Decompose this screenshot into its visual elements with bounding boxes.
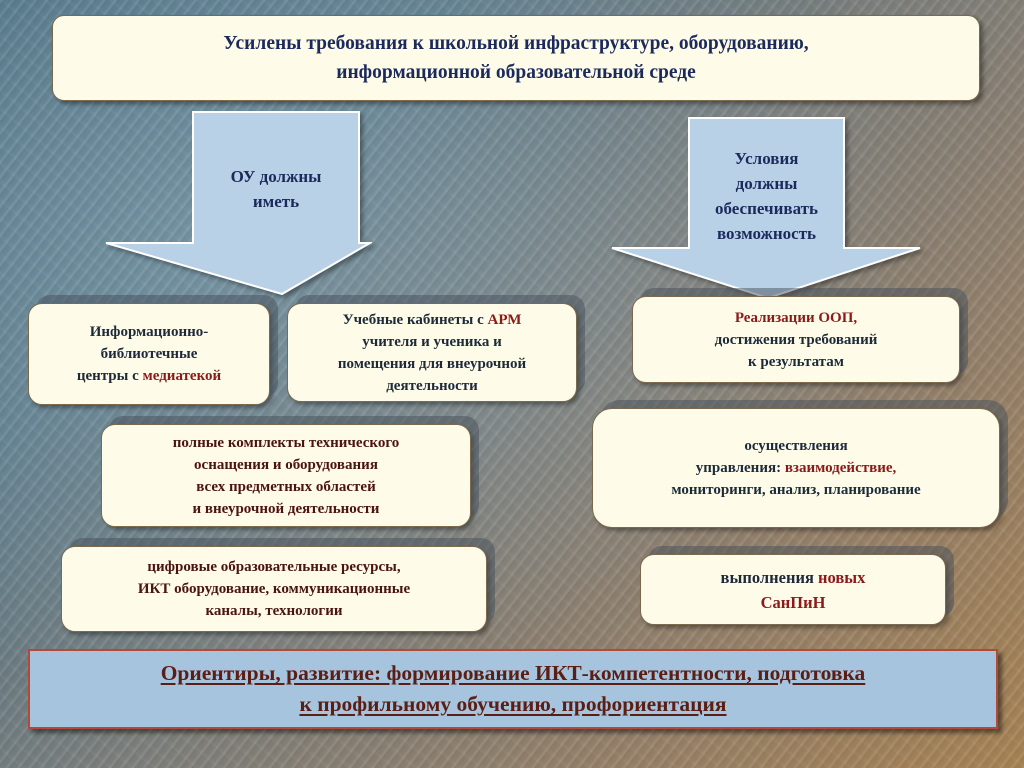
right-arrow-line-1: Условия [734,149,799,168]
left-arrow-line-2: иметь [252,192,300,211]
library-line-3-prefix: центры с [76,368,143,384]
right-arrow-label [689,146,844,246]
management-line-2-accent: взаимодействие, [784,460,897,476]
footer-banner [28,649,998,729]
digital-line-2: ИКТ оборудование, коммуникационные [137,581,411,597]
equipment-line-1: полные комплекты технического [172,434,400,451]
classrooms-line-1-prefix: Учебные кабинеты с [342,311,488,328]
management-line-1: осуществления [744,438,848,454]
sanpin-line-2: СанПиН [760,592,826,612]
header-line-2: информационной образовательной среде [336,62,696,83]
classrooms-line-2: учителя и ученика и [362,333,502,350]
header-line-1: Усилены требования к школьной инфраструктуре, оборудованию, [223,33,809,54]
equipment-line-2: оснащения и оборудования [194,456,378,473]
oop-box [632,296,960,383]
equipment-line-4: и внеурочной деятельности [192,500,380,517]
classrooms-line-1-accent: АРМ [487,311,522,328]
management-line-2-prefix: управления: [695,460,785,476]
digital-line-1: цифровые образовательные ресурсы, [147,559,401,575]
left-arrow-label [193,164,359,214]
oop-line-2: достижения требований [714,331,878,348]
library-box [28,303,270,405]
digital-resources-box [61,546,487,632]
oop-line-1: Реализации ООП, [734,309,858,326]
digital-line-3: каналы, технологии [205,603,343,619]
library-line-3-accent: медиатекой [142,368,222,384]
classrooms-line-3: помещения для внеурочной [337,355,527,372]
equipment-box [101,424,471,527]
management-line-3: мониторинги, анализ, планирование [671,482,921,498]
library-line-2: библиотечные [100,346,198,362]
footer-line-1: Ориентиры, развитие: формирование ИКТ-компетентности, подготовка [160,661,866,685]
classrooms-box [287,303,577,402]
library-line-1: Информационно- [89,324,209,340]
sanpin-line-1-prefix: выполнения [720,567,819,587]
right-arrow-line-2: должны [735,174,798,193]
footer-line-2: к профильному обучению, профориентация [299,692,727,716]
sanpin-box [640,554,946,625]
management-box [592,408,1000,528]
left-arrow-line-1: ОУ должны [230,167,322,186]
header-banner [52,15,980,101]
right-arrow-line-3: обеспечивать [715,199,818,218]
right-arrow-line-4: возможность [716,224,817,243]
classrooms-line-4: деятельности [386,377,478,394]
oop-line-3: к результатам [748,353,844,370]
sanpin-line-1-accent: новых [818,567,866,587]
equipment-line-3: всех предметных областей [196,478,376,495]
